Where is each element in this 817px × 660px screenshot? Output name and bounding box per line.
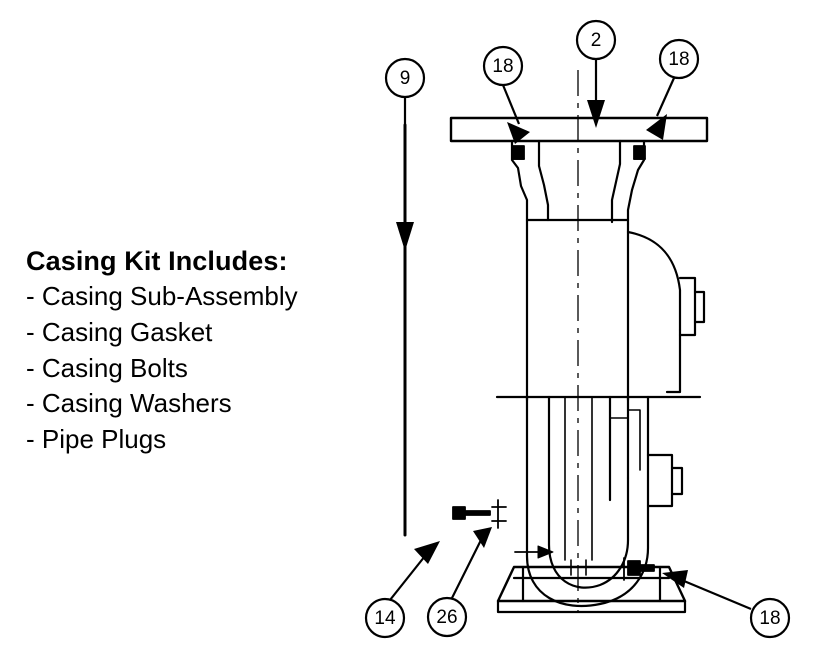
top-left-bolt-washer-detail	[513, 146, 524, 159]
discharge-flange-outline	[680, 278, 695, 335]
casing-kit-item-5: - Pipe Plugs	[26, 424, 167, 455]
balloon-18-bottom[interactable]	[751, 599, 789, 637]
lower-right-flange	[648, 455, 672, 506]
suction-elbow-outer	[527, 455, 648, 606]
discharge-flange-rib	[695, 292, 704, 322]
arrowhead-9	[396, 222, 414, 251]
casing-kit-item-1: - Casing Sub-Assembly	[26, 280, 298, 311]
balloon-9[interactable]	[386, 59, 424, 97]
top-flange-outline	[451, 118, 707, 141]
top-right-bolt-washer-detail	[634, 146, 645, 159]
volute-lower-shell	[667, 330, 680, 392]
balloon-18-right-label: 18	[668, 49, 690, 71]
balloon-18-left[interactable]	[484, 47, 522, 85]
casing-kit-title: Casing Kit Includes:	[26, 246, 288, 276]
balloon-9-label: 9	[399, 68, 411, 90]
casing-inner-contour	[628, 410, 640, 470]
casing-bolt-detail	[453, 500, 506, 528]
balloon-18-bottom-label: 18	[759, 608, 781, 630]
balloon-2-label: 2	[590, 30, 602, 52]
leader-14	[390, 556, 425, 600]
casing-kit-item-3: - Casing Bolts	[26, 352, 188, 383]
base-plate-outline	[498, 567, 685, 601]
leader-26	[452, 540, 481, 598]
casing-kit-note	[26, 245, 396, 458]
balloon-2[interactable]	[577, 21, 615, 59]
balloon-18-right[interactable]	[660, 40, 698, 78]
arrowhead-26	[473, 527, 492, 548]
casing-kit-item-2: - Casing Gasket	[26, 316, 213, 347]
lower-right-flange-rib	[672, 468, 682, 494]
balloon-18-left-label: 18	[492, 56, 514, 78]
balloon-26-label: 26	[436, 607, 458, 629]
leader-18-right	[657, 78, 674, 116]
volute-outer-shell	[628, 232, 680, 330]
arrowhead-2	[587, 100, 605, 128]
balloon-14-label: 14	[374, 608, 396, 630]
right-support-bracket-inner	[612, 141, 620, 222]
pump-assembly-geometry	[405, 118, 707, 612]
leader-18-bottom	[684, 581, 751, 609]
casing-kit-item-4: - Casing Washers	[26, 388, 232, 419]
bottom-bolt-washer-detail	[624, 558, 654, 580]
balloon-14[interactable]	[366, 599, 404, 637]
suction-elbow-bend	[549, 478, 628, 588]
arrowhead-14	[414, 541, 440, 564]
balloon-26[interactable]	[428, 598, 466, 636]
left-support-bracket-inner	[539, 141, 548, 220]
